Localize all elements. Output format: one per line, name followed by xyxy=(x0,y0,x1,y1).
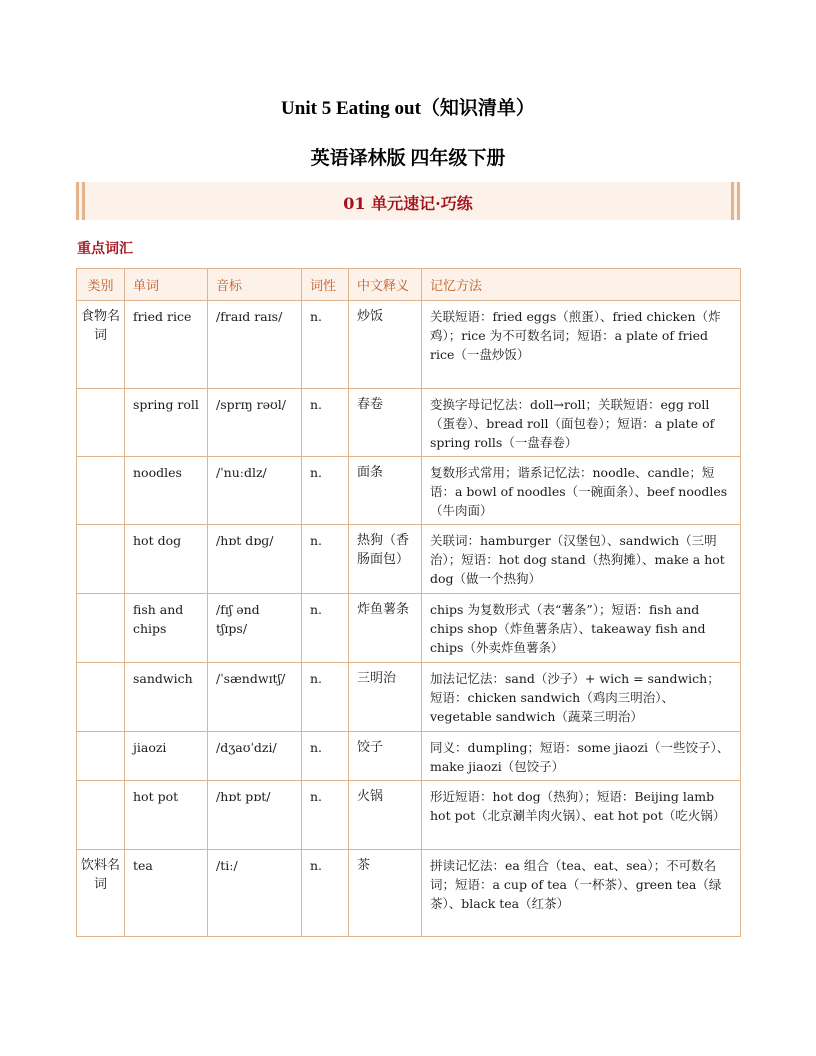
header-pos: 词性 xyxy=(302,269,349,301)
meaning-cell: 面条 xyxy=(349,457,422,525)
header-word: 单词 xyxy=(125,269,208,301)
phonetic-cell: /tiː/ xyxy=(208,850,302,937)
category-cell-empty xyxy=(77,525,125,594)
memory-cell: 形近短语：hot dog（热狗）；短语：Beijing lamb hot pot（北京涮羊肉火锅）、eat hot pot（吃火锅） xyxy=(422,781,741,850)
table-row xyxy=(77,663,741,732)
category-cell-empty xyxy=(77,663,125,732)
meaning-cell: 三明治 xyxy=(349,663,422,732)
word-cell: tea xyxy=(125,850,208,937)
meaning-cell: 炸鱼薯条 xyxy=(349,594,422,663)
section-heading: 重点词汇 xyxy=(77,241,133,257)
memory-cell: 关联词：hamburger（汉堡包）、sandwich（三明治）；短语：hot dog stand（热狗摊）、make a hot dog（做一个热狗） xyxy=(422,525,741,594)
meaning-cell: 火锅 xyxy=(349,781,422,850)
pos-cell: n. xyxy=(302,850,349,937)
table-row xyxy=(77,594,741,663)
word-cell: hot dog xyxy=(125,525,208,594)
pos-cell: n. xyxy=(302,525,349,594)
table-row xyxy=(77,457,741,525)
phonetic-cell: /fraɪd raɪs/ xyxy=(208,301,302,389)
header-phonetic: 音标 xyxy=(208,269,302,301)
category-cell-empty xyxy=(77,594,125,663)
memory-cell: 变换字母记忆法：doll→roll；关联短语：egg roll（蛋卷）、bread roll（面包卷）；短语：a plate of spring rolls（一盘春卷） xyxy=(422,389,741,457)
category-cell: 饮料名词 xyxy=(77,850,125,937)
page-subtitle: 英语译林版 四年级下册 xyxy=(310,148,506,169)
pos-cell: n. xyxy=(302,301,349,389)
header-category: 类别 xyxy=(77,269,125,301)
meaning-cell: 炒饭 xyxy=(349,301,422,389)
phonetic-cell: /sprɪŋ rəʊl/ xyxy=(208,389,302,457)
category-cell-empty xyxy=(77,457,125,525)
word-cell: hot pot xyxy=(125,781,208,850)
pos-cell: n. xyxy=(302,781,349,850)
word-cell: spring roll xyxy=(125,389,208,457)
meaning-cell: 热狗（香肠面包） xyxy=(349,525,422,594)
phonetic-cell: /ˈnuːdlz/ xyxy=(208,457,302,525)
memory-cell: 加法记忆法：sand（沙子）+ wich = sandwich；短语：chicken sandwich（鸡肉三明治）、vegetable sandwich（蔬菜三明治） xyxy=(422,663,741,732)
pos-cell: n. xyxy=(302,663,349,732)
memory-cell: 复数形式常用；谐系记忆法：noodle、candle；短语：a bowl of noodles（一碗面条）、beef noodles（牛肉面） xyxy=(422,457,741,525)
meaning-cell: 饺子 xyxy=(349,732,422,781)
page-title: Unit 5 Eating out（知识清单） xyxy=(281,98,535,119)
memory-cell: 拼读记忆法：ea 组合（tea、eat、sea）；不可数名词；短语：a cup of tea（一杯茶）、green tea（绿茶）、black tea（红茶） xyxy=(422,850,741,937)
header-memory: 记忆方法 xyxy=(422,269,741,301)
meaning-cell: 春卷 xyxy=(349,389,422,457)
table-row xyxy=(77,301,741,389)
pos-cell: n. xyxy=(302,389,349,457)
word-cell: fried rice xyxy=(125,301,208,389)
word-cell: fish and chips xyxy=(125,594,208,663)
phonetic-cell: /ˈsændwɪtʃ/ xyxy=(208,663,302,732)
category-cell-empty xyxy=(77,781,125,850)
pos-cell: n. xyxy=(302,732,349,781)
word-cell: noodles xyxy=(125,457,208,525)
category-cell-empty xyxy=(77,732,125,781)
banner-text: 01 单元速记·巧练 xyxy=(343,194,473,213)
phonetic-cell: /hɒt pɒt/ xyxy=(208,781,302,850)
category-cell: 食物名词 xyxy=(77,301,125,389)
meaning-cell: 茶 xyxy=(349,850,422,937)
table-row xyxy=(77,732,741,781)
table-header-row xyxy=(77,269,741,301)
word-cell: jiaozi xyxy=(125,732,208,781)
phonetic-cell: /hɒt dɒɡ/ xyxy=(208,525,302,594)
word-cell: sandwich xyxy=(125,663,208,732)
phonetic-cell: /fɪʃ ənd tʃɪps/ xyxy=(208,594,302,663)
memory-cell: 同义：dumpling；短语：some jiaozi（一些饺子）、make jiaozi（包饺子） xyxy=(422,732,741,781)
pos-cell: n. xyxy=(302,457,349,525)
category-cell-empty xyxy=(77,389,125,457)
header-meaning: 中文释义 xyxy=(349,269,422,301)
table-row xyxy=(77,781,741,850)
vocabulary-table xyxy=(76,268,741,937)
memory-cell: chips 为复数形式（表“薯条”）；短语：fish and chips shop（炸鱼薯条店）、takeaway fish and chips（外卖炸鱼薯条） xyxy=(422,594,741,663)
memory-cell: 关联短语：fried eggs（煎蛋）、fried chicken（炸鸡）；rice 为不可数名词；短语：a plate of fried rice（一盘炒饭） xyxy=(422,301,741,389)
section-banner xyxy=(76,182,740,220)
table-row xyxy=(77,850,741,937)
phonetic-cell: /dʒaʊˈdzi/ xyxy=(208,732,302,781)
table-row xyxy=(77,389,741,457)
pos-cell: n. xyxy=(302,594,349,663)
table-row xyxy=(77,525,741,594)
